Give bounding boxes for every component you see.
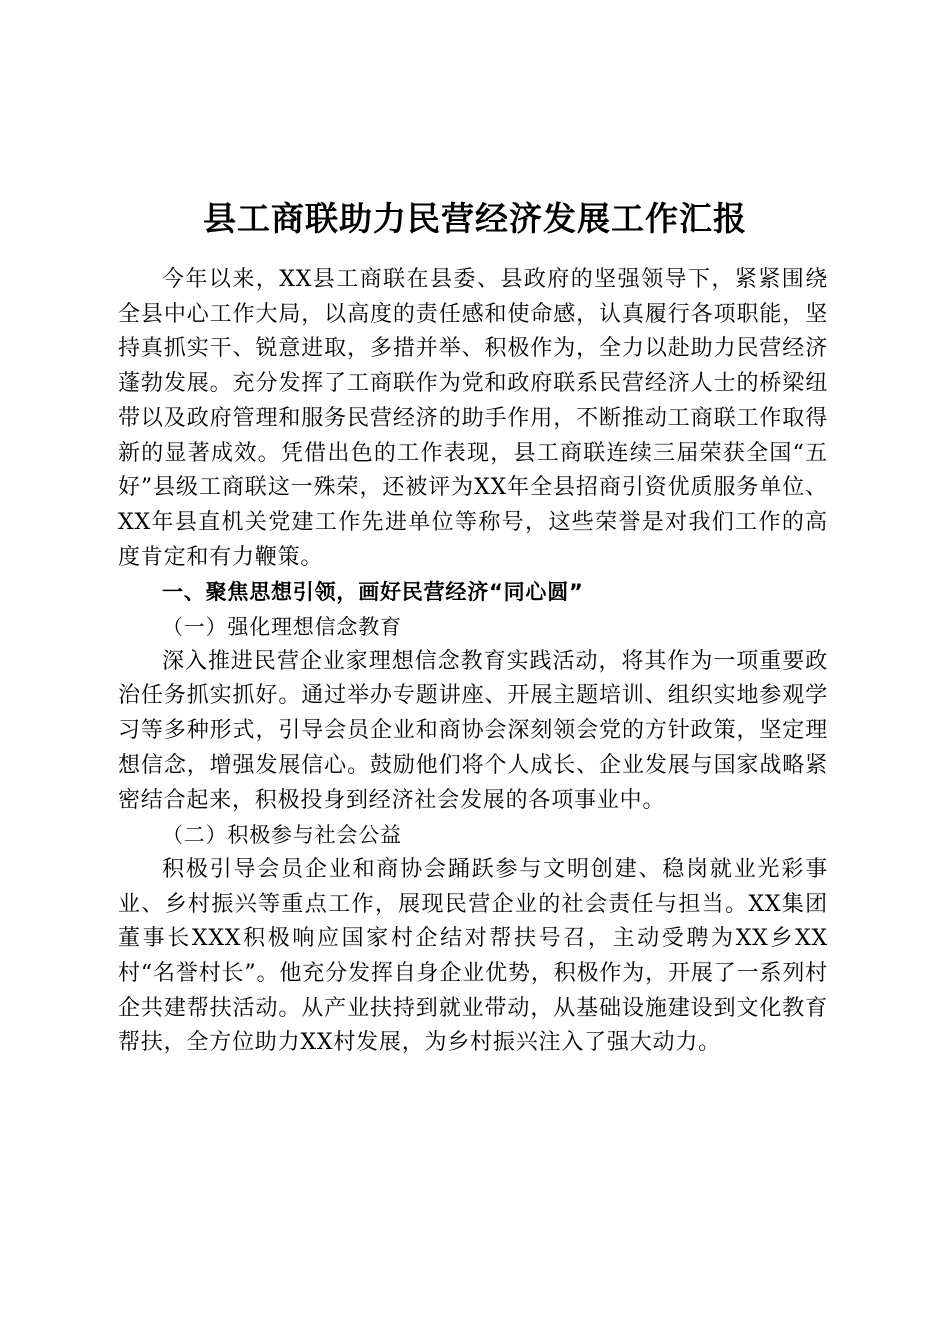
section-heading-1: 一、聚焦思想引领，画好民营经济“同心圆” [162, 580, 584, 605]
document-body [118, 263, 828, 1061]
subsection-2-paragraph: 积极引导会员企业和商协会踊跃参与文明创建、稳岗就业光彩事业、乡村振兴等重点工作，展现民营企业的社会责任与担当。XX集团董事长XXX积极响应国家村企结对帮扶号召，主动受聘为XX乡XX村“名誉村长”。他充分发挥自身企业优势，积极作为，开展了一系列村企共建帮扶活动。从产业扶持到就业带动，从基础设施建设到文化教育帮扶，全方位助力XX村发展，为乡村振兴注入了强大动力。 [118, 856, 828, 1056]
subsection-heading-2: （二）积极参与社会公益 [162, 823, 402, 848]
document-title: 县工商联助力民营经济发展工作汇报 [203, 199, 747, 238]
subsection-heading-1: （一）强化理想信念教育 [162, 615, 402, 640]
intro-paragraph: 今年以来，XX县工商联在县委、县政府的坚强领导下，紧紧围绕全县中心工作大局，以高度的责任感和使命感，认真履行各项职能，坚持真抓实干、锐意进取，多措并举、积极作为，全力以赴助力民营经济蓬勃发展。充分发挥了工商联作为党和政府联系民营经济人士的桥梁纽带以及政府管理和服务民营经济的助手作用，不断推动工商联工作取得新的显著成效。凭借出色的工作表现，县工商联连续三届荣获全国“五好”县级工商联这一殊荣，还被评为XX年全县招商引资优质服务单位、XX年县直机关党建工作先进单位等称号，这些荣誉是对我们工作的高度肯定和有力鞭策。 [118, 267, 828, 570]
subsection-1-paragraph: 深入推进民营企业家理想信念教育实践活动，将其作为一项重要政治任务抓实抓好。通过举办专题讲座、开展主题培训、组织实地参观学习等多种形式，引导会员企业和商协会深刻领会党的方针政策，坚定理想信念，增强发展信心。鼓励他们将个人成长、企业发展与国家战略紧密结合起来，积极投身到经济社会发展的各项事业中。 [118, 648, 828, 813]
